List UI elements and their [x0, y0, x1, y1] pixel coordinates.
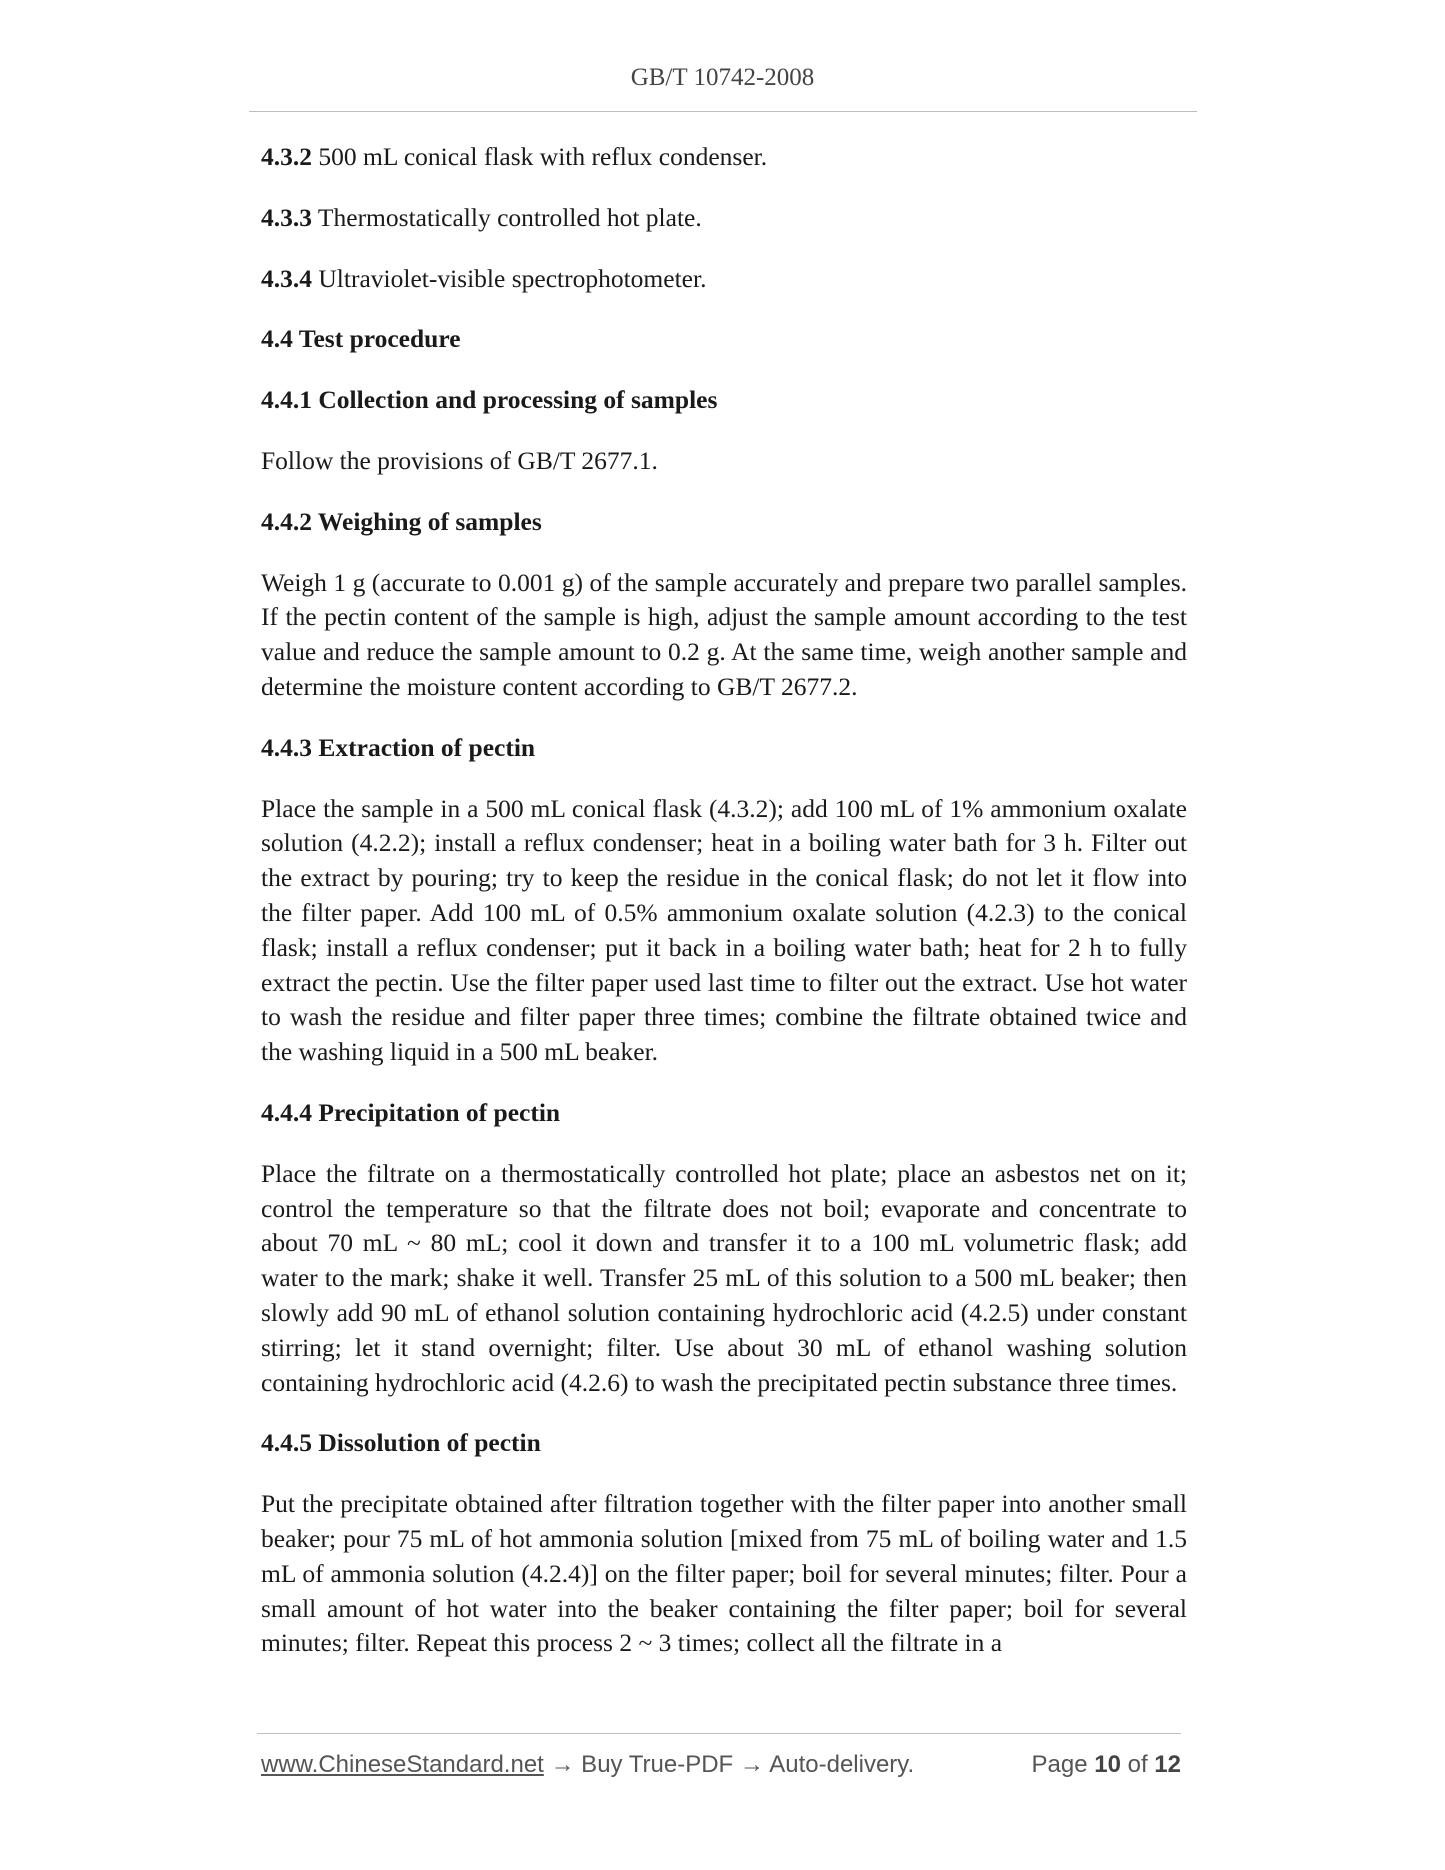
item-text: 500 mL conical flask with reflux condenser.: [318, 142, 768, 171]
document-body: [261, 140, 1187, 1687]
document-header: GB/T 10742-2008: [630, 64, 815, 91]
page-current: 10: [1094, 1751, 1121, 1778]
footer-divider: [257, 1733, 1181, 1734]
item-number: 4.3.4: [261, 263, 312, 293]
website-link[interactable]: www.ChineseStandard.net: [261, 1751, 544, 1778]
page-of: of: [1127, 1751, 1148, 1778]
heading-4-4-5: 4.4.5 Dissolution of pectin: [261, 1428, 541, 1458]
item-4-3-3: [261, 201, 1187, 236]
page-footer: [261, 1751, 1181, 1779]
item-text: Ultraviolet-visible spectrophotometer.: [318, 263, 707, 293]
paragraph-4-4-1: Follow the provisions of GB/T 2677.1.: [261, 445, 658, 475]
heading-4-4-2: 4.4.2 Weighing of samples: [261, 506, 542, 536]
item-4-3-4: [261, 262, 1187, 297]
heading-4-4-4: 4.4.4 Precipitation of pectin: [261, 1097, 561, 1127]
page-total: 12: [1154, 1751, 1181, 1778]
paragraph-4-4-3: Place the sample in a 500 mL conical flask (4.3.2); add 100 mL of 1% ammonium oxalate solution (4.2.2); install a reflux condenser; heat in a boiling water bath for 3 h. Filter out the extract by pouring; try to keep the residue in the conical flask; do not let it flow into the filter paper. Add 100 mL of 0.5% ammonium oxalate solution (4.2.3) to the conical flask; install a reflux condenser; put it back in a boiling water bath; heat for 2 h to fully extract the pectin. Use the filter paper used last time to filter out the extract. Use hot water to wash the residue and filter paper three times; combine the filtrate obtained twice and the washing liquid in a 500 mL beaker.: [261, 793, 1187, 1067]
paragraph-4-4-5: Put the precipitate obtained after filtration together with the filter paper into another small beaker; pour 75 mL of hot ammonia solution [mixed from 75 mL of boiling water and 1.5 mL of ammonia solution (4.2.4)] on the filter paper; boil for several minutes; filter. Pour a small amount of hot water into the beaker containing the filter paper; boil for several minutes; filter. Repeat this process 2 ~ 3 times; collect all the filtrate in a: [261, 1489, 1187, 1658]
paragraph-4-4-4: Place the filtrate on a thermostatically controlled hot plate; place an asbestos net on it; control the temperature so that the filtrate does not boil; evaporate and concentrate to about 70 mL ~ 80 mL; cool it down and transfer it to a 100 mL volumetric flask; add water to the mark; shake it well. Transfer 25 mL of this solution to a 500 mL beaker; then slowly add 90 mL of ethanol solution containing hydrochloric acid (4.2.5) under constant stirring; let it stand overnight; filter. Use about 30 mL of ethanol washing solution containing hydrochloric acid (4.2.6) to wash the precipitated pectin substance three times.: [261, 1158, 1187, 1397]
item-text: Thermostatically controlled hot plate.: [317, 202, 702, 232]
page-label: Page: [1031, 1751, 1088, 1778]
item-number: 4.3.3: [261, 202, 312, 232]
heading-4-4-1: 4.4.1 Collection and processing of samples: [261, 385, 718, 415]
header-divider: [249, 111, 1197, 112]
item-4-3-2: [261, 140, 1187, 175]
page-indicator: [1032, 1751, 1182, 1779]
footer-tagline: → Buy True-PDF → Auto-delivery.: [543, 1751, 915, 1778]
heading-4-4-3: 4.4.3 Extraction of pectin: [261, 732, 536, 762]
paragraph-4-4-2: Weigh 1 g (accurate to 0.001 g) of the sample accurately and prepare two parallel samples. If the pectin content of the sample is high, adjust the sample amount according to the test value and reduce the sample amount to 0.2 g. At the same time, weigh another sample and determine the moisture content according to GB/T 2677.2.: [261, 567, 1187, 701]
item-number: 4.3.2: [261, 142, 312, 171]
heading-4-4: 4.4 Test procedure: [261, 324, 461, 354]
